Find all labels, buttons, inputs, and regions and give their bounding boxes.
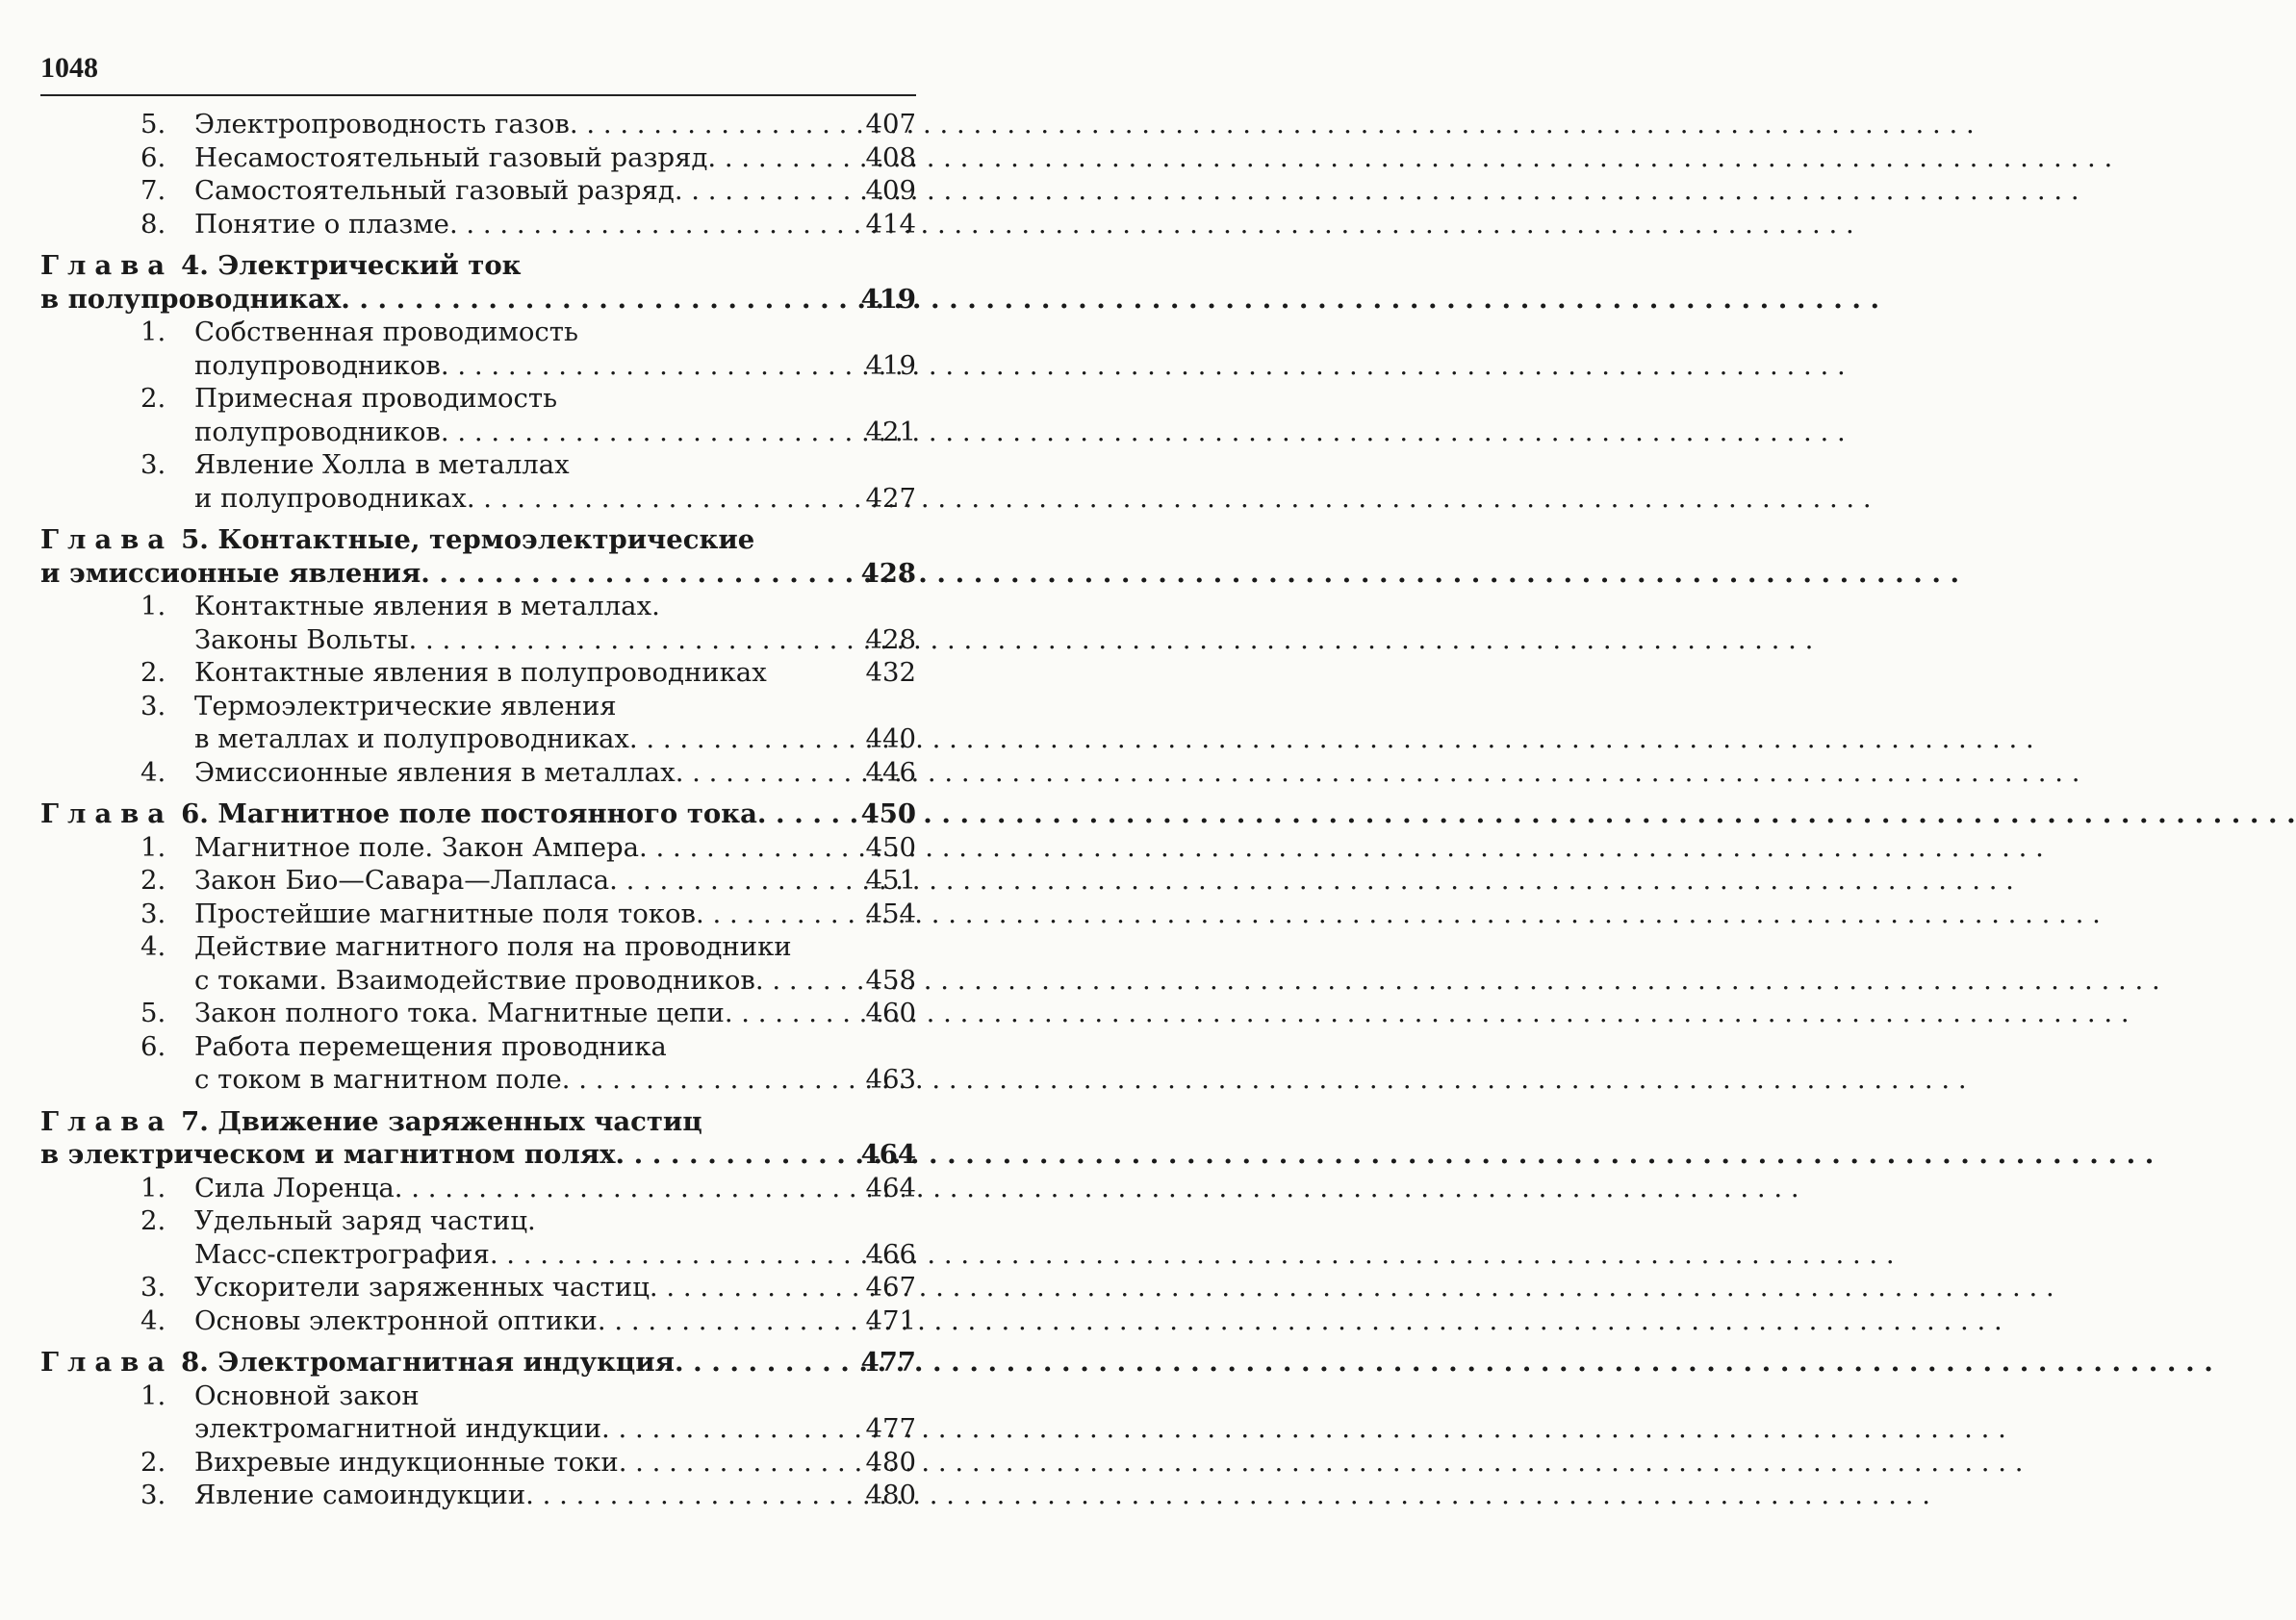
toc-entry (40, 448, 916, 482)
entry-title-continued: полупроводников (194, 416, 441, 447)
toc-entry-continuation (40, 623, 916, 657)
toc-entry (40, 1271, 916, 1304)
dot-leader (441, 349, 853, 383)
entry-number: 6. (140, 1030, 166, 1062)
entry-title: Работа перемещения проводника (194, 1030, 667, 1062)
chapter-gap (40, 515, 916, 523)
entry-number: 6. (140, 141, 166, 173)
entry-page-number: 471 (865, 1304, 916, 1336)
entry-title: Несамостоятельный газовый разряд (194, 141, 708, 173)
toc-entry-continuation (40, 482, 916, 516)
toc-entry (40, 1030, 916, 1064)
entry-page-number: 451 (865, 865, 916, 896)
toc-entry (40, 864, 916, 898)
entry-title: Собственная проводимость (194, 316, 578, 347)
entry-page-number: 454 (865, 898, 916, 929)
chapter-label: Глава (40, 1105, 174, 1137)
toc-entry-continuation (40, 349, 916, 383)
dot-leader (755, 964, 853, 998)
dot-leader (441, 416, 853, 449)
entry-title-continued: в металлах и полупроводниках (194, 723, 629, 754)
toc-entry (40, 656, 916, 690)
toc-entry (40, 1204, 916, 1238)
toc-entry (40, 997, 916, 1030)
entry-title: Явление самоиндукции (194, 1480, 526, 1510)
entry-title: Примесная проводимость (194, 383, 558, 414)
toc-entry (40, 1304, 916, 1338)
dot-leader (675, 174, 853, 208)
toc-entry-continuation (40, 1412, 916, 1446)
entry-number: 2. (140, 657, 166, 688)
entry-number: 3. (140, 449, 166, 480)
chapter-label: Глава (40, 250, 174, 281)
entry-page-number: 414 (865, 208, 916, 240)
entry-page-number: 450 (865, 831, 916, 863)
toc-entry (40, 1172, 916, 1205)
entry-title: Действие магнитного поля на проводники (194, 931, 792, 962)
entry-title: Явление Холла в металлах (194, 449, 570, 480)
dot-leader (421, 557, 853, 591)
dot-leader (619, 1446, 853, 1480)
chapter-title: и эмиссионные явления (40, 557, 421, 589)
toc-entry (40, 141, 916, 175)
dot-leader (570, 108, 853, 141)
toc-entry-continuation (40, 416, 916, 449)
chapter-heading-line (40, 523, 916, 557)
toc-entry (40, 690, 916, 723)
entry-page-number: 409 (865, 175, 916, 206)
dot-leader (467, 482, 853, 516)
dot-leader (696, 898, 853, 931)
entry-page-number: 421 (865, 416, 916, 447)
toc-entry (40, 108, 916, 141)
chapter-title: в полупроводниках (40, 283, 342, 315)
chapter-gap (40, 789, 916, 797)
dot-leader (707, 141, 853, 175)
dot-leader (725, 997, 853, 1030)
entry-number: 8. (140, 208, 166, 240)
dot-leader (562, 1063, 853, 1097)
toc-entry-continuation (40, 1063, 916, 1097)
toc-entry (40, 174, 916, 208)
entry-number: 2. (140, 865, 166, 896)
chapter-title: в электрическом и магнитном полях (40, 1139, 616, 1170)
chapter-heading-line (40, 249, 916, 283)
chapter-gap (40, 240, 916, 249)
toc-entry (40, 382, 916, 416)
dot-leader (409, 623, 853, 657)
entry-number: 3. (140, 898, 166, 929)
toc-entry-continuation (40, 964, 916, 998)
dot-leader (757, 797, 853, 831)
dot-leader (525, 1479, 853, 1512)
table-of-contents (40, 108, 916, 1512)
page-header (40, 50, 916, 96)
entry-page-number: 466 (865, 1238, 916, 1270)
entry-number: 1. (140, 316, 166, 347)
dot-leader (598, 1304, 853, 1338)
entry-title: Контактные явления в металлах. (194, 591, 660, 621)
chapter-heading-line (40, 797, 916, 831)
dot-leader (675, 1346, 853, 1380)
toc-entry (40, 756, 916, 790)
toc-entry (40, 208, 916, 241)
entry-number: 4. (140, 931, 166, 962)
chapter-title: 6. Магнитное поле постоянного тока (181, 798, 757, 829)
dot-leader (601, 1412, 853, 1446)
entry-title: Вихревые индукционные токи (194, 1446, 619, 1478)
entry-page-number: 460 (865, 998, 916, 1028)
dot-leader (629, 722, 853, 756)
entry-page-number: 458 (865, 964, 916, 996)
dot-leader (650, 1271, 853, 1304)
toc-entry (40, 316, 916, 349)
chapter-label: Глава (40, 798, 174, 829)
entry-title-continued: Законы Вольты (194, 623, 409, 655)
entry-title: Ускорители заряженных частиц (194, 1272, 650, 1303)
entry-page-number: 432 (865, 657, 916, 688)
toc-entry (40, 831, 916, 865)
entry-title: Самостоятельный газовый разряд (194, 175, 675, 206)
toc-entry (40, 1380, 916, 1413)
chapter-title: 7. Движение заряженных частиц (181, 1105, 702, 1137)
chapter-label: Глава (40, 1347, 174, 1378)
entry-title: Эмиссионные явления в металлах (194, 756, 676, 788)
dot-leader (490, 1238, 853, 1272)
entry-number: 1. (140, 1380, 166, 1411)
entry-title: Понятие о плазме (194, 208, 449, 240)
entry-page-number: 477 (865, 1413, 916, 1444)
chapter-title: 4. Электрический ток (181, 250, 522, 281)
entry-page-number: 407 (865, 109, 916, 139)
dot-leader (639, 831, 853, 865)
entry-page-number: 446 (865, 756, 916, 788)
entry-title: Основы электронной оптики (194, 1304, 598, 1336)
toc-entry (40, 1479, 916, 1512)
entry-page-number: 427 (865, 482, 916, 514)
entry-page-number: 480 (865, 1446, 916, 1478)
entry-title-continued: с токами. Взаимодействие проводников (194, 964, 755, 996)
dot-leader (615, 1138, 853, 1172)
entry-title: Электропроводность газов (194, 109, 570, 139)
entry-number: 5. (140, 998, 166, 1028)
entry-title-continued: с током в магнитном поле (194, 1064, 562, 1095)
toc-entry (40, 898, 916, 931)
entry-page-number: 428 (865, 623, 916, 655)
chapter-gap (40, 1337, 916, 1346)
chapter-title: 8. Электромагнитная индукция (181, 1347, 675, 1378)
dot-leader (395, 1172, 853, 1205)
dot-leader (609, 864, 853, 898)
toc-entry (40, 930, 916, 964)
dot-leader (449, 208, 853, 241)
entry-title-continued: полупроводников (194, 349, 441, 381)
chapter-heading-line (40, 1105, 916, 1139)
entry-number: 2. (140, 383, 166, 414)
entry-number: 1. (140, 1172, 166, 1203)
chapter-page-number: 464 (860, 1139, 916, 1170)
entry-page-number: 440 (865, 723, 916, 754)
chapter-heading-line (40, 1346, 916, 1380)
entry-page-number: 463 (865, 1064, 916, 1095)
entry-number: 4. (140, 1304, 166, 1336)
entry-title: Удельный заряд частиц. (194, 1205, 536, 1236)
entry-page-number: 419 (865, 349, 916, 381)
dot-leader (341, 283, 853, 316)
entry-title: Простейшие магнитные поля токов (194, 898, 697, 929)
entry-title: Сила Лоренца (194, 1172, 395, 1203)
toc-entry-continuation (40, 1238, 916, 1272)
entry-title-continued: Масс-спектрография (194, 1238, 490, 1270)
entry-page-number: 467 (865, 1272, 916, 1303)
chapter-page-number: 419 (860, 283, 916, 315)
toc-entry-continuation (40, 722, 916, 756)
entry-number: 3. (140, 1480, 166, 1510)
chapter-page-number: 428 (860, 557, 916, 589)
entry-page-number: 464 (865, 1172, 916, 1203)
dot-leader (676, 756, 853, 790)
chapter-gap (40, 1097, 916, 1105)
toc-entry (40, 1446, 916, 1480)
entry-title: Контактные явления в полупроводниках (194, 657, 767, 688)
entry-title-continued: и полупроводниках (194, 482, 467, 514)
entry-number: 7. (140, 175, 166, 206)
entry-number: 1. (140, 591, 166, 621)
entry-title: Магнитное поле. Закон Ампера (194, 831, 640, 863)
entry-title: Основной закон (194, 1380, 420, 1411)
entry-number: 3. (140, 690, 166, 721)
entry-number: 2. (140, 1446, 166, 1478)
entry-number: 4. (140, 756, 166, 788)
entry-number: 1. (140, 831, 166, 863)
entry-number: 2. (140, 1205, 166, 1236)
entry-number: 5. (140, 109, 166, 139)
chapter-title: 5. Контактные, термоэлектрические (181, 524, 755, 555)
chapter-page-number: 450 (860, 798, 916, 829)
entry-page-number: 408 (865, 141, 916, 173)
entry-title: Термоэлектрические явления (194, 690, 617, 721)
entry-number: 3. (140, 1272, 166, 1303)
chapter-heading-line (40, 1138, 916, 1172)
toc-entry (40, 590, 916, 623)
page-number: 1048 (40, 52, 98, 84)
chapter-page-number: 477 (860, 1347, 916, 1378)
entry-title-continued: электромагнитной индукции (194, 1413, 602, 1444)
entry-title: Закон полного тока. Магнитные цепи (194, 998, 725, 1028)
chapter-heading-line (40, 283, 916, 316)
chapter-label: Глава (40, 524, 174, 555)
chapter-heading-line (40, 557, 916, 591)
entry-title: Закон Био—Савара—Лапласа (194, 865, 610, 896)
entry-page-number: 480 (865, 1480, 916, 1510)
